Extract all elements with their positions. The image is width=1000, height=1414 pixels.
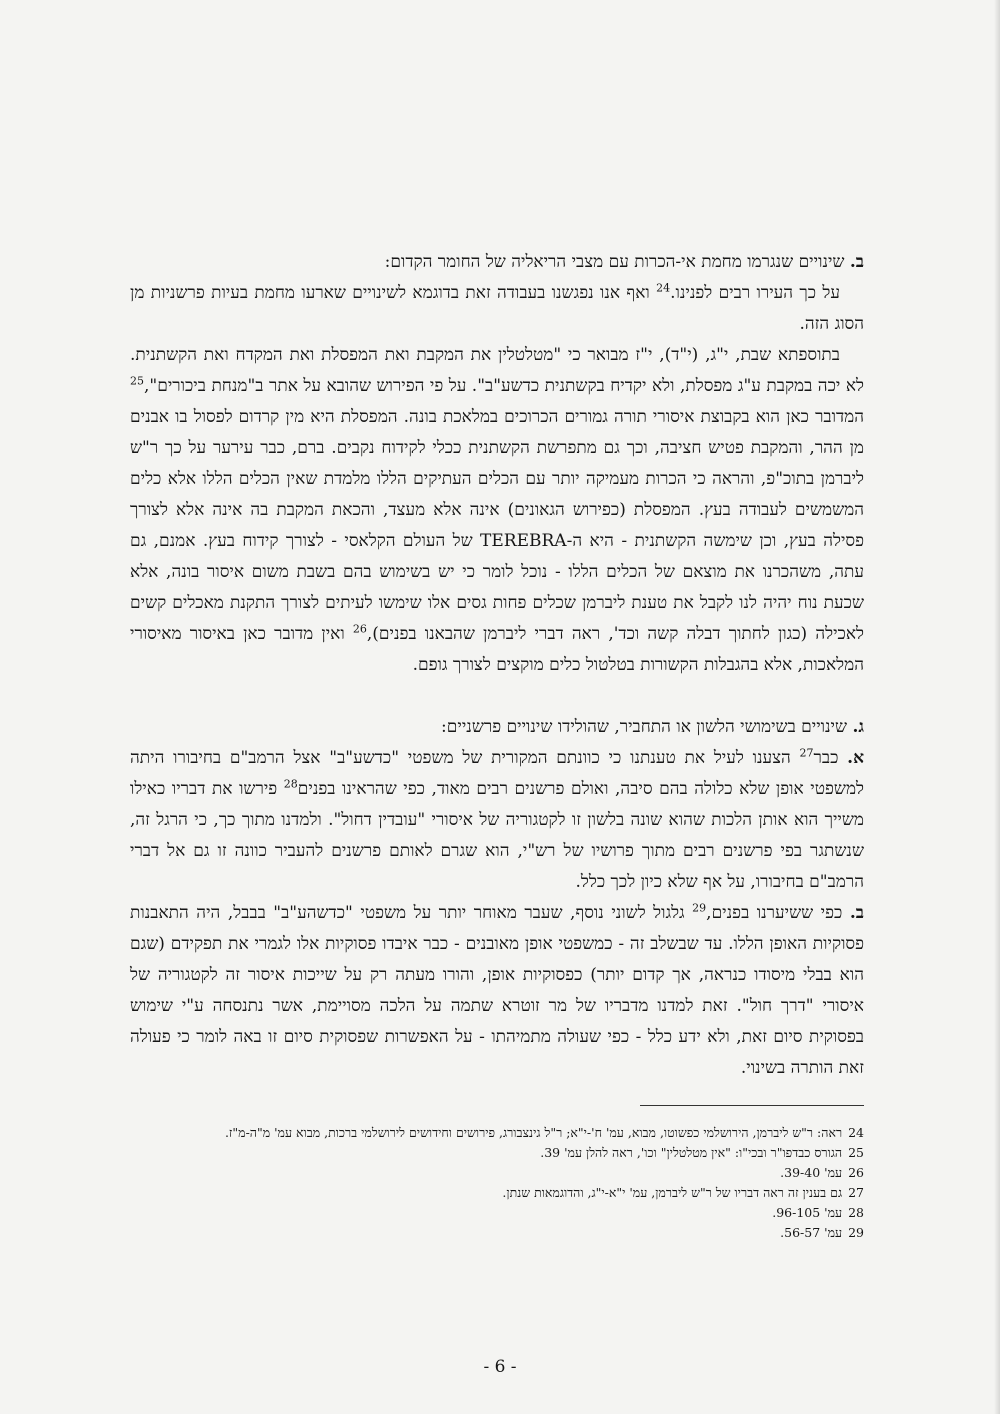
- paragraph: [130, 898, 864, 1084]
- heading-text: שינויים שנגרמו מחמת אי-הכרות עם מצבי הריאליה של החומר הקדום:: [384, 252, 845, 272]
- scan-edge-shadow: [994, 0, 1000, 1414]
- footnote-ref: 26: [352, 622, 367, 636]
- section-marker: ג.: [852, 717, 864, 737]
- footnote-text: עמ' 39-40.: [780, 1165, 843, 1180]
- latin-term: TEREBRA: [480, 531, 567, 551]
- footnote-number: 26: [848, 1165, 864, 1180]
- page-number: - 6 -: [483, 1357, 517, 1377]
- section-marker: ב.: [849, 252, 864, 272]
- footnote-text: עמ' 96-105.: [772, 1205, 843, 1220]
- paragraph: [130, 743, 864, 898]
- footnote: [130, 1203, 864, 1223]
- paragraph-text: גלגול לשוני נוסף, שעבר מאוחר יותר על משפטי "כדשהע"ב" בבבל, היה התאבנות פסוקיות האופן הללו. עד שבשלב זה - כמשפטי אופן מאובנים - כבר איבדו פסוקיות אלו לגמרי את תפקידם (שגם הוא בבלי מיסודו כנראה, אך קדום יותר) כפסוקיות אופן, והורו מעתה רק על שייכות איסור זה לקטגוריה של איסורי "דרך חול". זאת למדנו מדבריו של מר זוטרא שתמה על הלכה מסויימת, אשר נתנסחה ע"י שימוש בפסוקית סיום זאת, ולא ידע כלל - כפי שעולה מתמיהתו - על האפשרות שפסוקית סיום זו באה לומר כי פעולה זאת הותרה בשינוי.: [130, 903, 864, 1078]
- paragraph-text: פירשו את דבריו כאילו משייך הוא אותן הלכות שהוא שונה בלשון זו לקטגוריה של איסורי "עובדין דחול". ולמדנו מתוך כך, כי הרגל זה, שנשתגר בפי פרשנים רבים מתוך פרושיו של רש"י, הוא שגרם לאותם פרשנים להעביר כוונה זו גם אל דברי הרמב"ם בחיבורו, על אף שלא כיון לכך כלל.: [130, 779, 864, 892]
- paragraph-text: ואין מדובר כאן באיסור מאיסורי המלאכות, אלא בהגבלות הקשורות בטלטול כלים מוקצים לצורך גופם.: [130, 624, 864, 675]
- footnote: [130, 1223, 864, 1243]
- footnote-ref: 29: [692, 901, 707, 915]
- footnote: [130, 1183, 864, 1203]
- footnote: [130, 1123, 864, 1143]
- footnote: [130, 1143, 864, 1163]
- footnote-number: 24: [848, 1125, 864, 1140]
- footnote-ref: 27: [799, 746, 814, 760]
- paragraph-text: על כך העירו רבים לפנינו.: [670, 283, 840, 303]
- footnote-number: 29: [848, 1225, 864, 1240]
- paragraph: [130, 278, 864, 340]
- footnote-number: 25: [848, 1145, 864, 1160]
- paragraph-text: כפי ששיערנו בפנים,: [706, 903, 843, 923]
- footnotes: [130, 1123, 864, 1243]
- footnote-text: הגורס כבדפו"ר ובכי"ו: "אין מטלטלין" וכו', ראה להלן עמ' 39.: [540, 1145, 843, 1160]
- paragraph-text: כבר: [813, 748, 839, 768]
- paragraph-text: בתוספתא שבת, י"ג, (י"ד), י"ז מבואר כי "מטלטלין את המקבת ואת המפסלת ואת המקדח ואת הקשתנית. לא יכה במקבת ע"ג מפסלת, ולא יקדיח בקשתנית כדשע"ב". על פי הפירוש שהובא על אתר ב"מנחת ביכורים",: [130, 345, 864, 396]
- footnote-text: עמ' 56-57.: [780, 1225, 843, 1240]
- paragraph-text: המדובר כאן הוא בקבוצת איסורי תורה גמורים הכרוכים במלאכת בונה. המפסלת היא מין קרדום לפסול בו אבנים מן ההר, והמקבת פטיש חציבה, וכך גם מתפרשת הקשתנית ככלי לקידוח נקבים. ברם, כבר עירער על כך ר"ש ליברמן בתוכ"פ, והראה כי הכרות מעמיקה יותר עם הכלים העתיקים הללו מלמדת שאין הכלים הללו אלא כלים המשמשים לעבודה בעץ. המפסלת (כפירוש הגאונים) אינה אלא מעצד, והכאת המקבת בה אינה אלא לצורך פסילה בעץ, וכן שימשה הקשתנית - היא ה-: [130, 407, 864, 551]
- section-heading: [130, 712, 864, 743]
- section-g-syntax: [130, 712, 864, 1084]
- footnote-number: 27: [848, 1185, 864, 1200]
- footnote-text: גם בענין זה ראה דבריו של ר"ש ליברמן, עמ' י"א-י"ג, והדוגמאות שנתן.: [502, 1185, 843, 1200]
- footnote-ref: 24: [656, 281, 671, 295]
- paragraph-text: של העולם הקלאסי - לצורך קידוח בעץ. אמנם, גם עתה, משהכרנו את מוצאם של הכלים הללו - נוכל לומר כי יש בשימוש בהם בשבת משום איסור בונה, אלא שכעת נוח יהיה לנו לקבל את טענת ליברמן שכלים פחות גסים אלו שימשו לעיתים לצורך התקנת מאכלים קשים לאכילה (כגון לחתוך דבלה קשה וכד', ראה דברי ליברמן שהבאנו בפנים),: [130, 531, 864, 644]
- footnote-ref: 25: [130, 374, 144, 388]
- subsection-marker: ב.: [849, 903, 865, 923]
- footnote-separator: [640, 1105, 864, 1106]
- heading-text: שינויים בשימושי הלשון או התחביר, שהולידו שינויים פרשניים:: [441, 717, 848, 737]
- footnote-ref: 28: [283, 777, 298, 791]
- footnote-text: ראה: ר"ש ליברמן, הירושלמי כפשוטו, מבוא, עמ' ח'-י"א; ר"ל גינצבורג, פירושים וחידושים לירושלמי ברכות, מבוא עמ' מ"ה-מ"ז.: [224, 1125, 843, 1140]
- footnote: [130, 1163, 864, 1183]
- subsection-marker: א.: [847, 748, 865, 768]
- paragraph: [130, 340, 864, 681]
- section-b-realia: [130, 247, 864, 681]
- paragraph-text: ואף אנו נפגשנו בעבודה זאת בדוגמא לשינויים שארעו מחמת בעיות פרשניות מן הסוג הזה.: [130, 283, 864, 334]
- footnote-number: 28: [848, 1205, 864, 1220]
- paragraph-text: הצענו לעיל את טענתנו כי כוונתם המקורית של משפטי "כדשע"ב" אצל הרמב"ם בחיבורו היתה למשפטי אופן שלא כלולה בהם סיבה, ואולם פרשנים רבים מאוד, כפי שהראינו בפנים: [130, 748, 864, 799]
- section-heading: [130, 247, 864, 278]
